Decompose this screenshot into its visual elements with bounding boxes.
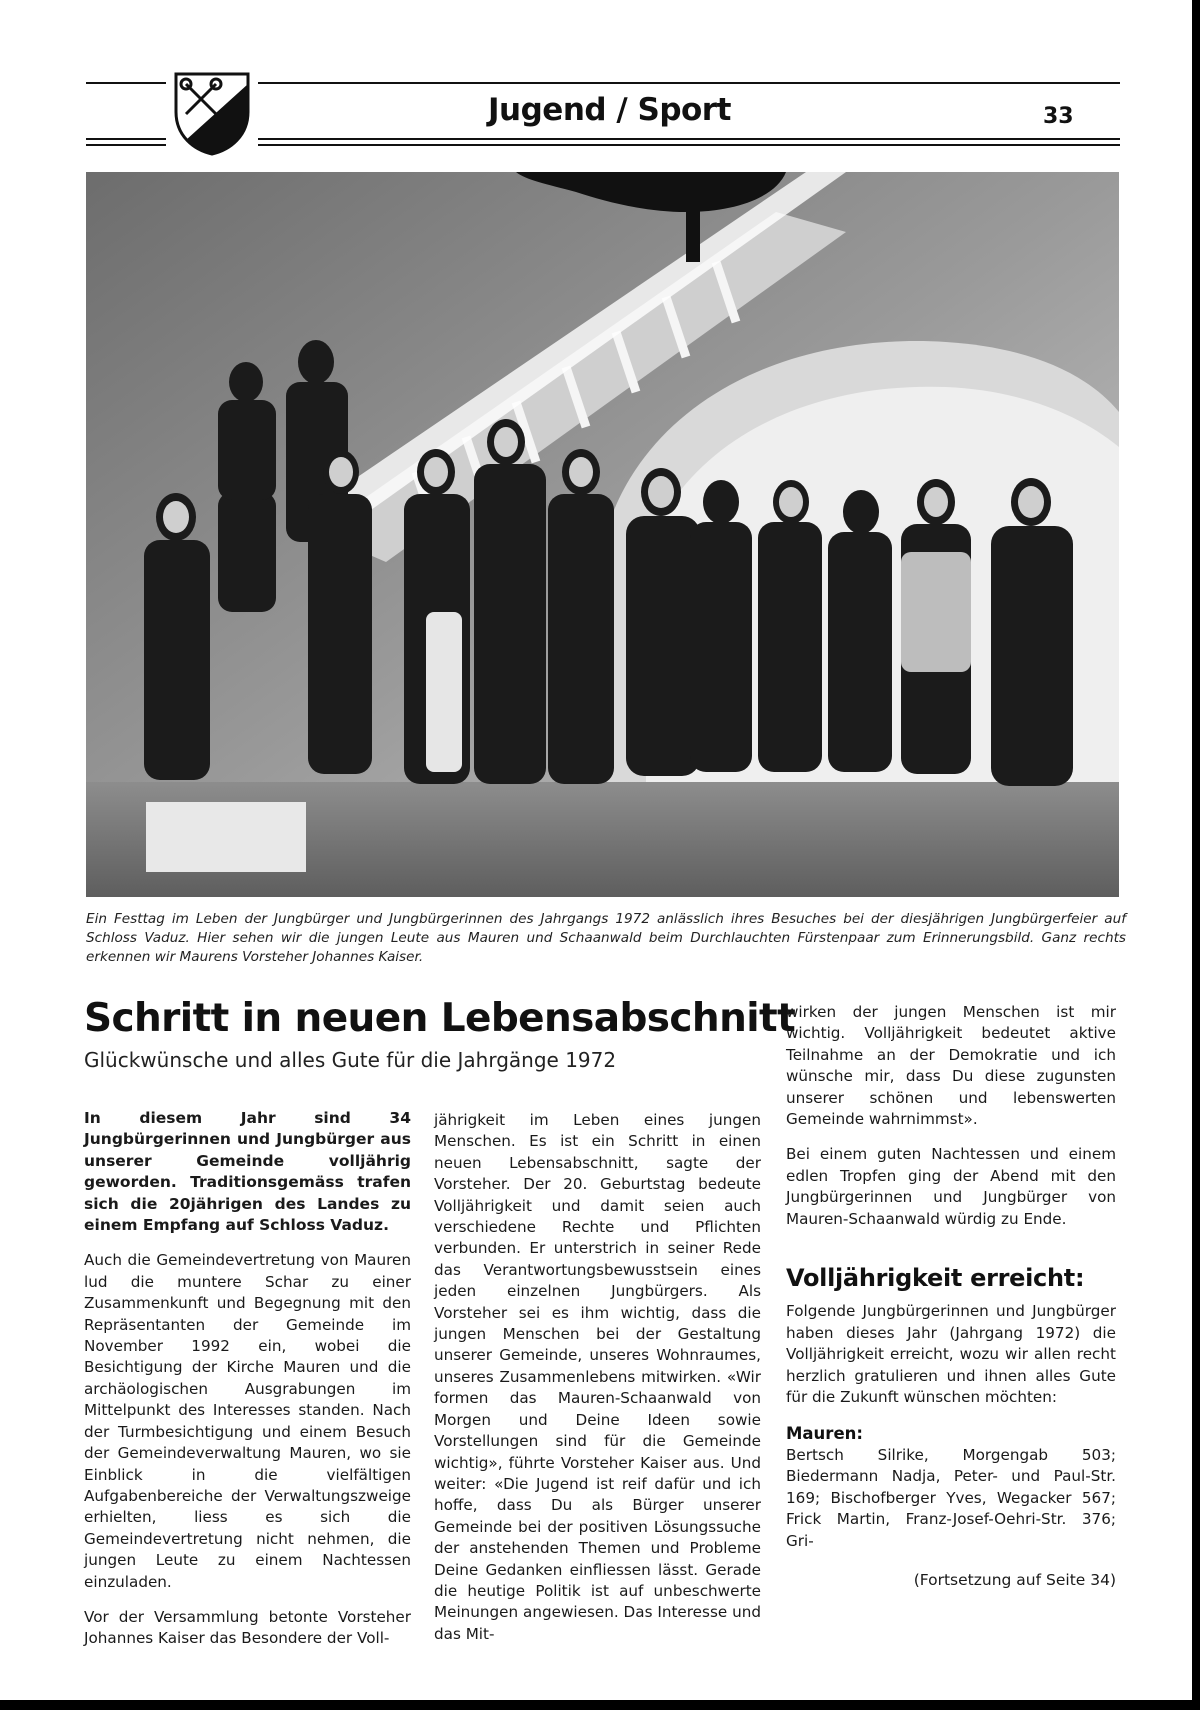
article-subheadline: Glückwünsche und alles Gute für die Jahrgänge 1972 xyxy=(84,1048,617,1072)
subheading-mauren: Mauren: xyxy=(786,1423,863,1443)
continuation-note: (Fortsetzung auf Seite 34) xyxy=(913,1570,1116,1589)
section-title: Jugend / Sport xyxy=(488,92,731,128)
article-headline: Schritt in neuen Lebensabschnitt xyxy=(84,996,796,1041)
group-photo-image xyxy=(86,172,1119,897)
article-paragraph: Vor der Versammlung betonte Vorsteher Johannes Kaiser das Besondere der Voll- xyxy=(84,1607,411,1648)
scan-border-bottom xyxy=(0,1700,1200,1710)
header-rule-top-right xyxy=(258,82,1120,84)
header-rule-bottom-left-1 xyxy=(86,138,166,140)
photo-caption: Ein Festtag im Leben der Jungbürger und Jungbürgerinnen des Jahrgangs 1972 anlässlich ihres Besuches bei der diesjährigen Jungbürgerfeier auf Schloss Vaduz. Hier sehen wir die jungen Leute aus Mauren und Schaanwald beim Durchlauchten Fürstenpaar zum Erinnerungsbild. Ganz rechts erkennen wir Maurens Vorsteher Johannes Kaiser. xyxy=(86,911,1126,965)
article-column-3 xyxy=(786,1002,1116,1591)
header-rule-top-left xyxy=(86,82,166,84)
article-paragraph: Folgende Jungbürgerinnen und Jungbürger haben dieses Jahr (Jahrgang 1972) die Volljährigkeit erreicht, wozu wir allen recht herzlich gratulieren und ihnen alles Gute für die Zukunft wünschen möchten: xyxy=(786,1302,1116,1407)
header-rule-bottom-right-1 xyxy=(258,138,1120,140)
article-paragraph: Auch die Gemeindevertretung von Mauren lud die muntere Schar zu einer Zusammenkunft und Begegnung mit den Repräsentanten der Gemeinde im November 1992 ein, wobei die Besichtigung der Kirche Mauren und die archäologischen Ausgrabungen im Mittelpunkt des Interesses standen. Nach der Turmbesichtigung und einem Besuch der Gemeindeverwaltung Mauren, wo sie Einblick in die vielfältigen Aufgabenbereiche der Verwaltungszweige erhielten, liess es sich die Gemeindevertretung nicht nehmen, die jungen Leute zu einem Nachtessen einzuladen. xyxy=(84,1251,411,1591)
article-paragraph: Bei einem guten Nachtessen und einem edlen Tropfen ging der Abend mit den Jungbürgerinnen und Jungbürger von Mauren-Schaanwald würdig zu Ende. xyxy=(786,1145,1116,1228)
names-list: Bertsch Silrike, Morgengab 503; Biedermann Nadja, Peter- und Paul-Str. 169; Bischofberger Yves, Wegacker 567; Frick Martin, Franz-Josef-Oehri-Str. 376; Gri- xyxy=(786,1445,1116,1550)
section-heading-volljaehrigkeit: Volljährigkeit erreicht: xyxy=(786,1264,1085,1293)
scan-border-right xyxy=(1192,0,1200,1710)
article-paragraph: jährigkeit im Leben eines jungen Menschen. Es ist ein Schritt in einen neuen Lebensabschnitt, sagte der Vorsteher. Der 20. Geburtstag bedeute Volljährigkeit und damit seien auch verschiedene Rechte und Pflichten verbunden. Er unterstrich in seiner Rede das Verantwortungsbewusstsein eines jeden einzelnen Jungbürgers. Als Vorsteher sei es ihm wichtig, dass die jungen Menschen bei der Gestaltung unserer Gemeinde, unseres Wohnraumes, unseres Zusammenlebens mitwirken. «Wir formen das Mauren-Schaanwald von Morgen und Deine Ideen sowie Vorstellungen sind für die Gemeinde wichtig», führte Vorsteher Kaiser aus. Und weiter: «Die Jugend ist reif dafür und ich hoffe, dass Du als Bürger unserer Gemeinde bei der positiven Lösungssuche der anstehenden Themen und Probleme Deine Gedanken einfliessen lässt. Gerade die heutige Politik ist auf unbeschwerte Meinungen angewiesen. Das Interesse und das Mit- xyxy=(434,1111,761,1643)
header-rule-bottom-right-2 xyxy=(258,144,1120,146)
article-column-2 xyxy=(434,1110,761,1659)
municipal-crest-icon xyxy=(172,70,252,156)
article-lead: In diesem Jahr sind 34 Jungbürgerinnen und Jungbürger aus unserer Gemeinde volljährig geworden. Traditionsgemäss trafen sich die 20jährigen des Landes zu einem Empfang auf Schloss Vaduz. xyxy=(84,1109,411,1235)
group-photo xyxy=(86,172,1119,897)
header-rule-bottom-left-2 xyxy=(86,144,166,146)
article-paragraph: wirken der jungen Menschen ist mir wichtig. Volljährigkeit bedeutet aktive Teilnahme an der Demokratie und ich wünsche mir, dass Du diese zugunsten unserer schönen und lebenswerten Gemeinde wahrnimmst». xyxy=(786,1003,1116,1129)
article-column-1 xyxy=(84,1108,411,1664)
page-number: 33 xyxy=(1043,104,1074,129)
